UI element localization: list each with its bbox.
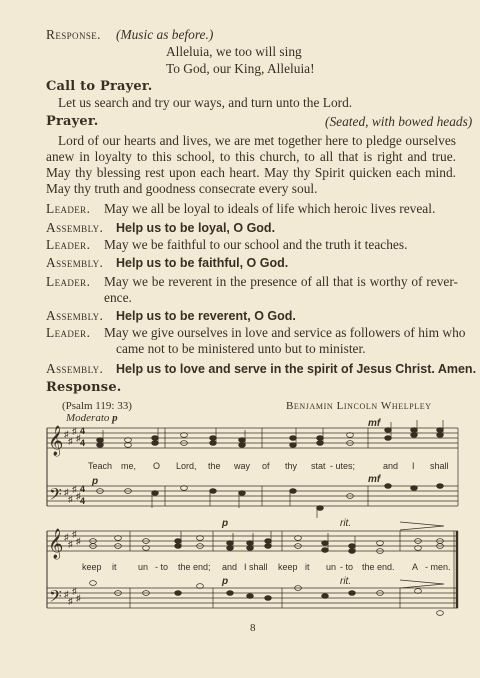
assembly-label: Assembly. xyxy=(46,255,104,270)
page-number: 8 xyxy=(250,622,256,634)
leader-line-1: May we all be loyal to ideals of life which heroic lives reveal. xyxy=(104,201,436,216)
svg-text:4: 4 xyxy=(80,426,86,436)
lyric: un xyxy=(326,562,337,572)
lyric: keep xyxy=(278,562,298,572)
lyric: I xyxy=(412,461,415,471)
leader-label: Leader. xyxy=(46,201,91,216)
lyric: stat xyxy=(311,461,326,471)
lyric: the xyxy=(208,461,221,471)
lyric: - to xyxy=(155,562,169,572)
prayer-heading: Prayer. xyxy=(46,114,99,129)
dynamic-mf-bass: mf xyxy=(368,474,381,485)
prayer-line-2: anew in loyalty to this school, to this church, to all that is right and true. xyxy=(46,149,456,164)
dynamic-mf: mf xyxy=(368,418,381,429)
svg-text:♯: ♯ xyxy=(76,491,81,501)
response-music-heading: Response. xyxy=(46,380,122,395)
prayer-line-1: Lord of our hearts and lives, we are met together here to pledge ourselves xyxy=(58,133,456,148)
assembly-label: Assembly. xyxy=(46,308,104,323)
svg-text:♯: ♯ xyxy=(64,589,69,599)
lyric: A xyxy=(412,562,419,572)
bass-staff-1 xyxy=(47,486,458,506)
svg-text:4: 4 xyxy=(80,484,86,494)
lyric: Teach xyxy=(88,461,113,471)
lyric: of xyxy=(262,461,270,471)
leader-line-2: May we be faithful to our school and the truth it teaches. xyxy=(104,237,408,252)
lyric: the end; xyxy=(178,562,211,572)
svg-text:♯: ♯ xyxy=(64,532,69,542)
lyric: shall xyxy=(430,461,449,471)
composer-name: Benjamin Lincoln Whelpley xyxy=(286,400,432,412)
assembly-label: Assembly. xyxy=(46,220,104,235)
lyric: O xyxy=(153,461,161,471)
assembly-line-2: Help us to be faithful, O God. xyxy=(116,256,289,270)
svg-text:♯: ♯ xyxy=(72,484,77,494)
prayer-line-4: May thy truth and goodness consecrate every soul. xyxy=(46,181,318,196)
svg-text:♯: ♯ xyxy=(76,593,81,603)
clefs-2 xyxy=(48,528,81,610)
svg-text:𝄞: 𝄞 xyxy=(48,528,64,558)
lyric: - utes; xyxy=(330,461,356,471)
svg-text:♯: ♯ xyxy=(68,596,73,606)
lyric: way xyxy=(234,461,251,471)
svg-text:𝄞: 𝄞 xyxy=(48,425,64,455)
leader-label: Leader. xyxy=(46,274,91,289)
lyric: un xyxy=(138,562,149,572)
leader-line-3-cont: ence. xyxy=(104,290,132,305)
lyric: and xyxy=(383,461,399,471)
lyric: it xyxy=(305,562,310,572)
svg-text:♯: ♯ xyxy=(76,433,81,443)
leader-line-4-cont: came not to be ministered unto but to minister. xyxy=(116,341,366,356)
svg-text:♯: ♯ xyxy=(72,529,77,539)
response-direction: (Music as before.) xyxy=(116,27,214,42)
clefs-1 xyxy=(48,425,85,508)
dynamic-p-bass: p xyxy=(92,476,99,487)
svg-text:♯: ♯ xyxy=(72,586,77,596)
psalm-reference: (Psalm 119: 33) xyxy=(62,400,132,412)
lyric: Lord, xyxy=(176,461,197,471)
lyric: me, xyxy=(121,461,137,471)
assembly-line-4: Help us to love and serve in the spirit of Jesus Christ. Amen. xyxy=(116,362,477,376)
rit-marking: rit. xyxy=(340,518,352,529)
leader-label: Leader. xyxy=(46,237,91,252)
leader-line-4: May we give ourselves in love and service as followers of him who xyxy=(104,325,466,340)
svg-text:𝄢: 𝄢 xyxy=(49,486,62,508)
svg-text:♯: ♯ xyxy=(76,536,81,546)
assembly-label: Assembly. xyxy=(46,361,104,376)
call-to-prayer-heading: Call to Prayer. xyxy=(46,79,153,94)
prayer-direction: (Seated, with bowed heads) xyxy=(325,114,473,129)
dynamic-p-2-bass: p xyxy=(222,576,229,587)
response-line-2: To God, our King, Alleluia! xyxy=(166,61,315,76)
svg-text:♯: ♯ xyxy=(72,426,77,436)
lyrics-line-1 xyxy=(88,461,449,471)
response-label: Response. xyxy=(46,27,101,42)
lyrics-line-2 xyxy=(82,562,451,572)
svg-text:♯: ♯ xyxy=(68,539,73,549)
svg-text:♯: ♯ xyxy=(64,429,69,439)
lyric: - to xyxy=(340,562,354,572)
prayer-line-3: May thy blessing rest upon each heart. May thy Spirit quicken each mind. xyxy=(46,165,456,180)
assembly-line-1: Help us to be loyal, O God. xyxy=(116,221,276,235)
svg-text:♯: ♯ xyxy=(68,494,73,504)
rit-marking-bass: rit. xyxy=(340,576,352,587)
lyric: - men. xyxy=(425,562,451,572)
assembly-line-3: Help us to be reverent, O God. xyxy=(116,309,296,323)
treble-staff-1 xyxy=(47,428,458,448)
lyric: it xyxy=(112,562,117,572)
leader-line-3: May we be reverent in the presence of all that is worthy of rever- xyxy=(104,274,458,289)
lyric: the end. xyxy=(362,562,395,572)
response-line-1: Alleluia, we too will sing xyxy=(166,44,302,59)
call-to-prayer-text: Let us search and try our ways, and turn unto the Lord. xyxy=(58,95,353,110)
tempo-marking: Moderato p xyxy=(66,412,118,424)
lyric: and xyxy=(222,562,238,572)
svg-text:𝄢: 𝄢 xyxy=(49,588,62,610)
dynamic-p-2: p xyxy=(222,518,229,529)
lyric: keep xyxy=(82,562,102,572)
svg-text:♯: ♯ xyxy=(68,436,73,446)
lyric: thy xyxy=(285,461,298,471)
svg-text:4: 4 xyxy=(80,496,86,506)
svg-text:4: 4 xyxy=(80,438,86,448)
lyric: I shall xyxy=(244,562,268,572)
music-score xyxy=(0,418,480,648)
leader-label: Leader. xyxy=(46,325,91,340)
svg-text:♯: ♯ xyxy=(64,487,69,497)
